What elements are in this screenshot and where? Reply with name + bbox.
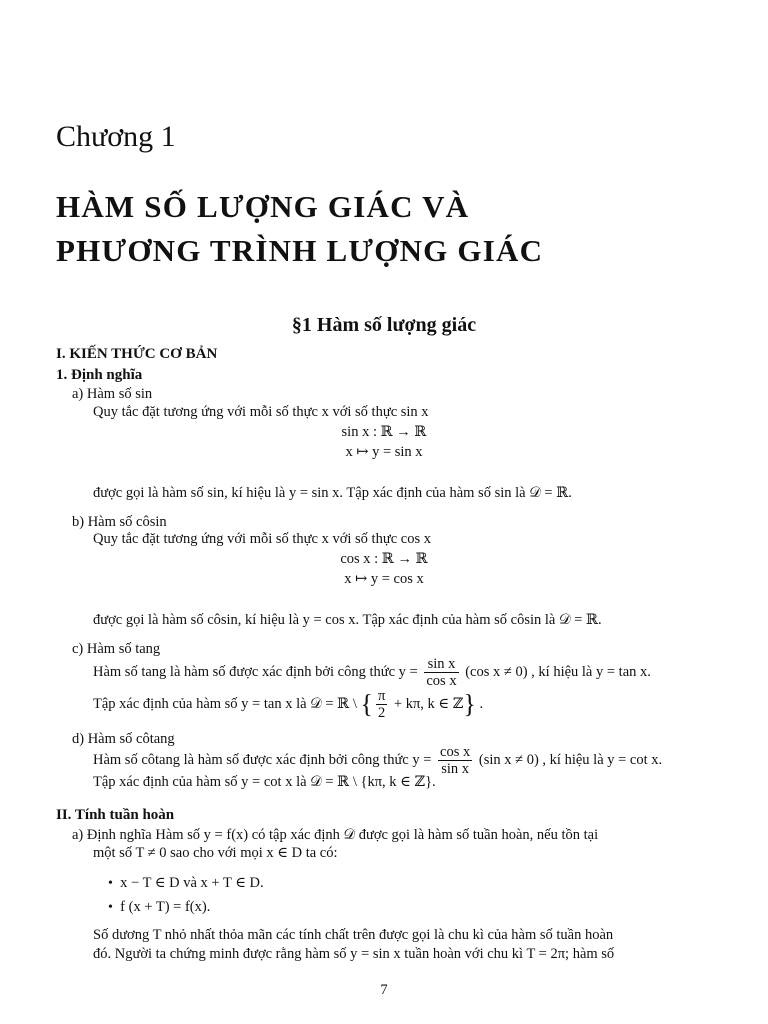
tan-fraction-denominator: cos x: [426, 673, 457, 689]
bullet-item-2: [108, 899, 210, 916]
tan-domain-pre: Tập xác định của hàm số y = tan x là 𝒟 = ℝ \: [93, 695, 357, 712]
cot-fraction-numerator: cos x: [440, 744, 471, 760]
period-paragraph-line-1: Số dương T nhỏ nhất thỏa mãn các tính chất trên được gọi là chu kì của hàm số tuần hoàn: [93, 927, 614, 943]
section-heading: §1 Hàm số lượng giác: [291, 314, 477, 336]
bullet-item-1-text: x − T ∈ D và x + T ∈ D.: [120, 875, 264, 891]
cot-domain: Tập xác định của hàm số y = cot x là 𝒟 = ℝ \ {kπ, k ∈ ℤ}.: [93, 774, 436, 790]
periodicity-heading: II. Tính tuần hoàn: [56, 807, 175, 823]
tan-formula-post: (cos x ≠ 0) , kí hiệu là y = tan x.: [465, 663, 651, 680]
left-brace: {: [360, 689, 373, 719]
periodic-definition-line-2: một số T ≠ 0 sao cho với mọi x ∈ D ta có:: [93, 845, 338, 861]
cos-definition: được gọi là hàm số côsin, kí hiệu là y = cos x. Tập xác định của hàm số côsin là 𝒟 = ℝ.: [93, 612, 602, 628]
periodic-definition-line-1: a) Định nghĩa Hàm số y = f(x) có tập xác định 𝒟 được gọi là hàm số tuần hoàn, nếu tồn tại: [72, 827, 599, 843]
cos-label: b) Hàm số côsin: [72, 514, 167, 530]
bullet-item-2-text: f (x + T) = f(x).: [120, 899, 211, 915]
chapter-title-line-1: HÀM SỐ LƯỢNG GIÁC VÀ: [56, 189, 470, 224]
sin-definition: được gọi là hàm số sin, kí hiệu là y = sin x. Tập xác định của hàm số sin là 𝒟 = ℝ.: [93, 485, 572, 501]
tan-domain-post: + kπ, k ∈ ℤ: [393, 695, 464, 712]
tan-domain-line: Tập xác định của hàm số y = tan x là 𝒟 = ℝ \ { $\frac{\pi}{2}$ + kπ, k ∈ ℤ} .: [93, 688, 484, 721]
cos-rule-text: Quy tắc đặt tương ứng với mỗi số thực x với số thực cos x: [93, 531, 431, 547]
sin-mapping-2: x ↦ y = sin x: [345, 444, 423, 460]
definition-heading: 1. Định nghĩa: [56, 367, 143, 383]
bullet-icon: •: [108, 876, 113, 891]
chapter-title: [56, 185, 736, 273]
tan-formula-pre: Hàm số tang là hàm số được xác định bởi công thức y =: [93, 663, 418, 680]
bullet-icon: •: [108, 900, 113, 915]
cot-formula-post: (sin x ≠ 0) , kí hiệu là y = cot x.: [478, 751, 663, 768]
sin-label: a) Hàm số sin: [72, 386, 153, 402]
cos-mapping-1: cos x : ℝ → ℝ: [340, 551, 428, 567]
sin-mapping-1: sin x : ℝ → ℝ: [341, 424, 427, 440]
period-paragraph-line-2: đó. Người ta chứng minh được rằng hàm số y = sin x tuần hoàn với chu kì T = 2π; hàm số: [93, 946, 615, 962]
tan-fraction: [424, 656, 458, 689]
chapter-label: Chương 1: [56, 120, 176, 153]
cot-formula-line: [93, 744, 662, 777]
part1-heading: I. KIẾN THỨC CƠ BẢN: [56, 346, 218, 362]
cos-mapping-2: x ↦ y = cos x: [344, 571, 424, 587]
cot-label: d) Hàm số côtang: [72, 731, 175, 747]
bullet-item-1: [108, 875, 264, 892]
right-brace: }: [463, 689, 476, 719]
tan-formula-line: [93, 656, 651, 689]
cot-formula-pre: Hàm số côtang là hàm số được xác định bởi công thức y =: [93, 751, 432, 768]
pi-numerator: π: [377, 688, 386, 704]
cot-fraction-denominator: sin x: [441, 761, 470, 777]
page-number: 7: [380, 982, 388, 998]
tan-label: c) Hàm số tang: [72, 641, 161, 657]
chapter-title-line-2: PHƯƠNG TRÌNH LƯỢNG GIÁC: [56, 233, 544, 268]
pi-over-two-fraction: [376, 688, 387, 721]
sin-rule-text: Quy tắc đặt tương ứng với mỗi số thực x với số thực sin x: [93, 404, 429, 420]
cot-fraction: [438, 744, 472, 777]
two-denominator: 2: [378, 705, 386, 721]
tan-fraction-numerator: sin x: [424, 656, 458, 673]
